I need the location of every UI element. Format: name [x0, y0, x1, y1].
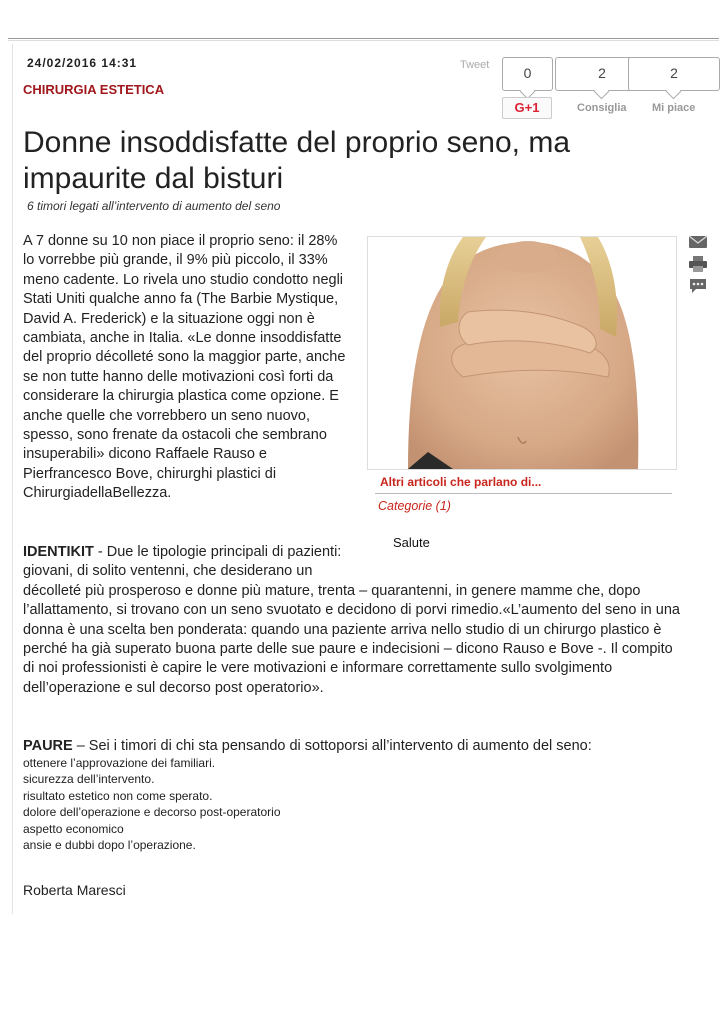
fear-item: sicurezza dell’intervento. [23, 772, 155, 787]
identikit-line: donna è una scelta ben ponderata: quando una paziente arriva nello studio di un chirurgo plastico è [23, 621, 662, 638]
identikit-heading: IDENTIKIT [23, 544, 94, 560]
woman-torso-illustration [368, 237, 676, 469]
intro-line: cambiata, anche in Italia. «Le donne insoddisfatte [23, 330, 342, 347]
publish-date: 24/02/2016 14:31 [27, 56, 138, 70]
identikit-line-text: - Due le tipologie principali di pazienti: [93, 544, 342, 560]
fear-item: dolore dell’operazione e decorso post-operatorio [23, 805, 281, 820]
article-title: Donne insoddisfatte del proprio seno, ma impaurite dal bisturi [23, 126, 571, 195]
related-category-heading: Categorie (1) [378, 499, 451, 513]
intro-line: meno cadente. Lo rivela uno studio condotto negli [23, 271, 344, 288]
related-divider [375, 493, 672, 494]
paure-heading-line [23, 737, 703, 756]
fear-item: ottenere l’approvazione dei familiari. [23, 756, 216, 770]
top-divider [8, 38, 719, 41]
identikit-line: dell’operazione e sul decorso post operatorio». [23, 679, 324, 696]
category-link[interactable]: CHIRURGIA ESTETICA [23, 82, 165, 97]
fear-item: risultato estetico non come sperato. [23, 788, 213, 803]
identikit-line: l’allattamento, si trovano con un seno svuotato e decidono di porvi rimedio.«L’aumento del seno in una [23, 602, 680, 619]
share-count: 2 [555, 57, 649, 91]
identikit-line: giovani, di solito ventenni, che desiderano un [23, 563, 313, 580]
identikit-line [23, 543, 703, 562]
fears-list [23, 755, 281, 853]
comment-icon[interactable] [688, 277, 708, 295]
intro-line: del proprio décolleté sono la maggior parte, anche [23, 349, 346, 366]
identikit-line: di noi professionisti è capire le vere motivazioni e informare correttamente sullo svolgimento [23, 660, 613, 677]
intro-line: anche quelle che vorrebbero un seno nuovo, [23, 407, 310, 424]
like-count: 2 [628, 57, 720, 91]
related-category-item[interactable]: Salute [393, 535, 430, 550]
gplus-count: 0 [502, 57, 553, 91]
intro-line: Stati Uniti qualche anno fa (The Barbie Mystique, [23, 291, 339, 308]
intro-line: lo vorrebbe più grande, il 9% più piccolo, il 33% [23, 252, 328, 269]
tweet-button[interactable]: Tweet [460, 59, 490, 71]
gplus-button[interactable]: G+1 [502, 97, 552, 119]
intro-line: David A. Frederick) e la situazione oggi non è [23, 310, 315, 327]
intro-line: considerare la chirurgia plastica come opzione. E [23, 388, 339, 405]
article-photo [367, 236, 677, 470]
fear-item: ansie e dubbi dopo l’operazione. [23, 838, 196, 853]
identikit-line: décolleté più prosperoso e donne più mature, trenta – quarantenni, in genere mamme che, dopo [23, 582, 641, 599]
intro-line: Pierfrancesco Bove, chirurghi plastici di [23, 465, 277, 482]
article-author: Roberta Maresci [23, 882, 126, 898]
intro-line: se non tutte hanno delle motivazioni così forti da [23, 368, 334, 385]
share-button[interactable]: Consiglia [577, 102, 627, 114]
intro-line: A 7 donne su 10 non piace il proprio seno: il 28% [23, 233, 338, 249]
intro-paragraph [23, 232, 363, 504]
identikit-paragraph [23, 543, 703, 698]
intro-line: ChirurgiadellaBellezza. [23, 485, 172, 502]
intro-line: insuperabili» dicono Raffaele Rauso e [23, 446, 267, 463]
print-icon[interactable] [688, 255, 708, 273]
like-button[interactable]: Mi piace [652, 102, 696, 114]
intro-line: spesso, sono frenate da ostacoli che sembrano [23, 427, 327, 444]
article-subtitle: 6 timori legati all’intervento di aumento del seno [27, 199, 281, 213]
email-icon[interactable] [688, 233, 708, 251]
paure-intro: – Sei i timori di chi sta pensando di sottoporsi all’intervento di aumento del seno: [72, 738, 592, 754]
left-border [12, 44, 13, 914]
related-articles-title[interactable]: Altri articoli che parlano di... [380, 475, 542, 489]
fear-item: aspetto economico [23, 821, 124, 836]
paure-heading: PAURE [23, 738, 73, 754]
identikit-line: perché ha già superato buona parte delle sue paure e indecisioni – dicono Rauso e Bove -. Il compito [23, 641, 673, 658]
